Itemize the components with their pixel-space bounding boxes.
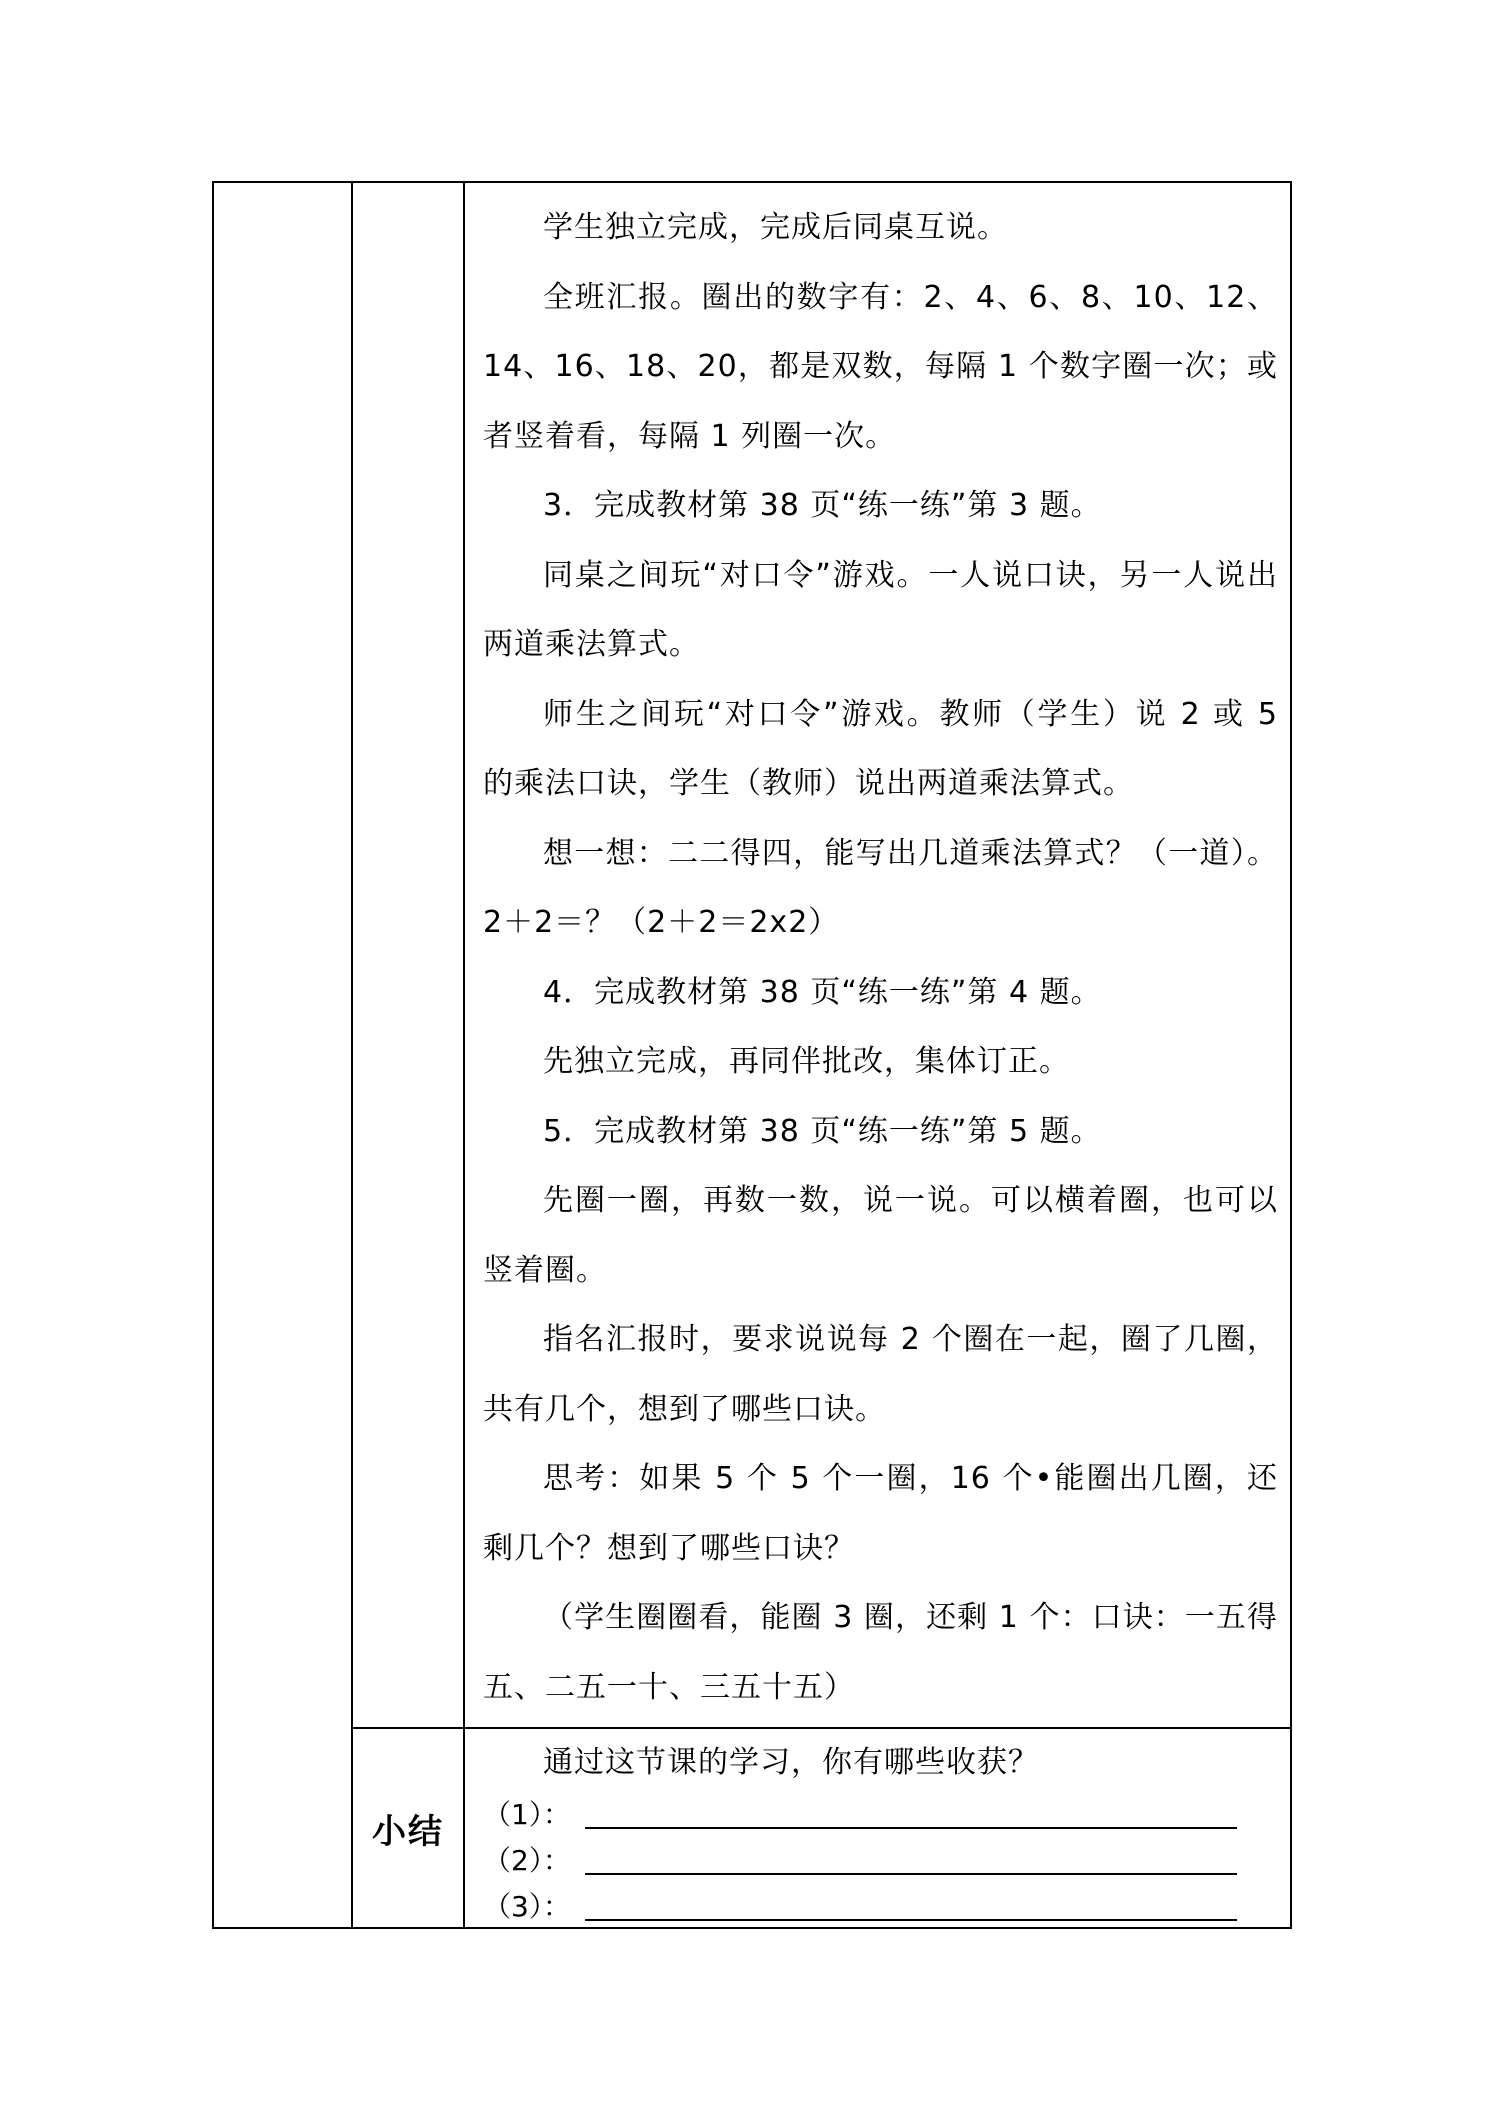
paragraph: 3．完成教材第 38 页“练一练”第 3 题。 bbox=[543, 488, 1102, 523]
answer-line bbox=[483, 1789, 1278, 1835]
answer-label: （1）： bbox=[483, 1798, 571, 1831]
answer-label: （2）： bbox=[483, 1844, 571, 1877]
paragraph: 思考：如果 5 个 5 个一圈，16 个•能圈出几圈，还剩几个？想到了哪些口诀？ bbox=[483, 1461, 1278, 1566]
paragraph: 想一想：二二得四，能写出几道乘法算式？（一道）。2＋2＝？（2＋2＝2x2） bbox=[483, 835, 1278, 940]
answer-blank-line[interactable] bbox=[585, 1841, 1237, 1875]
summary-content bbox=[465, 1729, 1290, 1927]
paragraph: 全班汇报。圈出的数字有：2、4、6、8、10、12、14、16、18、20，都是双数，每隔 1 个数字圈一次；或者竖着看，每隔 1 列圈一次。 bbox=[483, 279, 1278, 454]
stage-column-cell bbox=[213, 182, 352, 1928]
paragraph: 4．完成教材第 38 页“练一练”第 4 题。 bbox=[543, 974, 1102, 1010]
activity-row bbox=[213, 182, 1291, 1728]
summary-row bbox=[213, 1728, 1291, 1928]
summary-label-cell bbox=[352, 1728, 464, 1928]
paragraph: 5．完成教材第 38 页“练一练”第 5 题。 bbox=[543, 1113, 1102, 1149]
paragraph: 师生之间玩“对口令”游戏。教师（学生）说 2 或 5 的乘法口诀，学生（教师）说出两道乘法算式。 bbox=[483, 696, 1278, 801]
summary-content-cell bbox=[464, 1728, 1291, 1928]
paragraph: （学生圈圈看，能圈 3 圈，还剩 1 个：口诀：一五得五、二五一十、三五十五） bbox=[483, 1600, 1278, 1705]
answer-line bbox=[483, 1881, 1278, 1927]
answer-blank-line[interactable] bbox=[585, 1887, 1237, 1921]
section-label-cell bbox=[352, 182, 464, 1728]
paragraph: 同桌之间玩“对口令”游戏。一人说口诀，另一人说出两道乘法算式。 bbox=[483, 557, 1278, 662]
paragraph: 先圈一圈，再数一数，说一说。可以横着圈，也可以竖着圈。 bbox=[483, 1183, 1278, 1288]
summary-question: 通过这节课的学习，你有哪些收获？ bbox=[543, 1745, 1039, 1780]
activity-content-cell bbox=[464, 182, 1291, 1728]
answer-blank-line[interactable] bbox=[585, 1795, 1237, 1829]
paragraph: 指名汇报时，要求说说每 2 个圈在一起，圈了几圈，共有几个，想到了哪些口诀。 bbox=[483, 1322, 1278, 1427]
summary-label: 小结 bbox=[372, 1811, 444, 1852]
answer-label: （3）： bbox=[483, 1890, 571, 1923]
answer-line bbox=[483, 1835, 1278, 1881]
paragraph: 先独立完成，再同伴批改，集体订正。 bbox=[543, 1044, 1070, 1079]
activity-content bbox=[465, 183, 1290, 1722]
lesson-table bbox=[212, 181, 1292, 1929]
paragraph: 学生独立完成，完成后同桌互说。 bbox=[543, 210, 1008, 245]
